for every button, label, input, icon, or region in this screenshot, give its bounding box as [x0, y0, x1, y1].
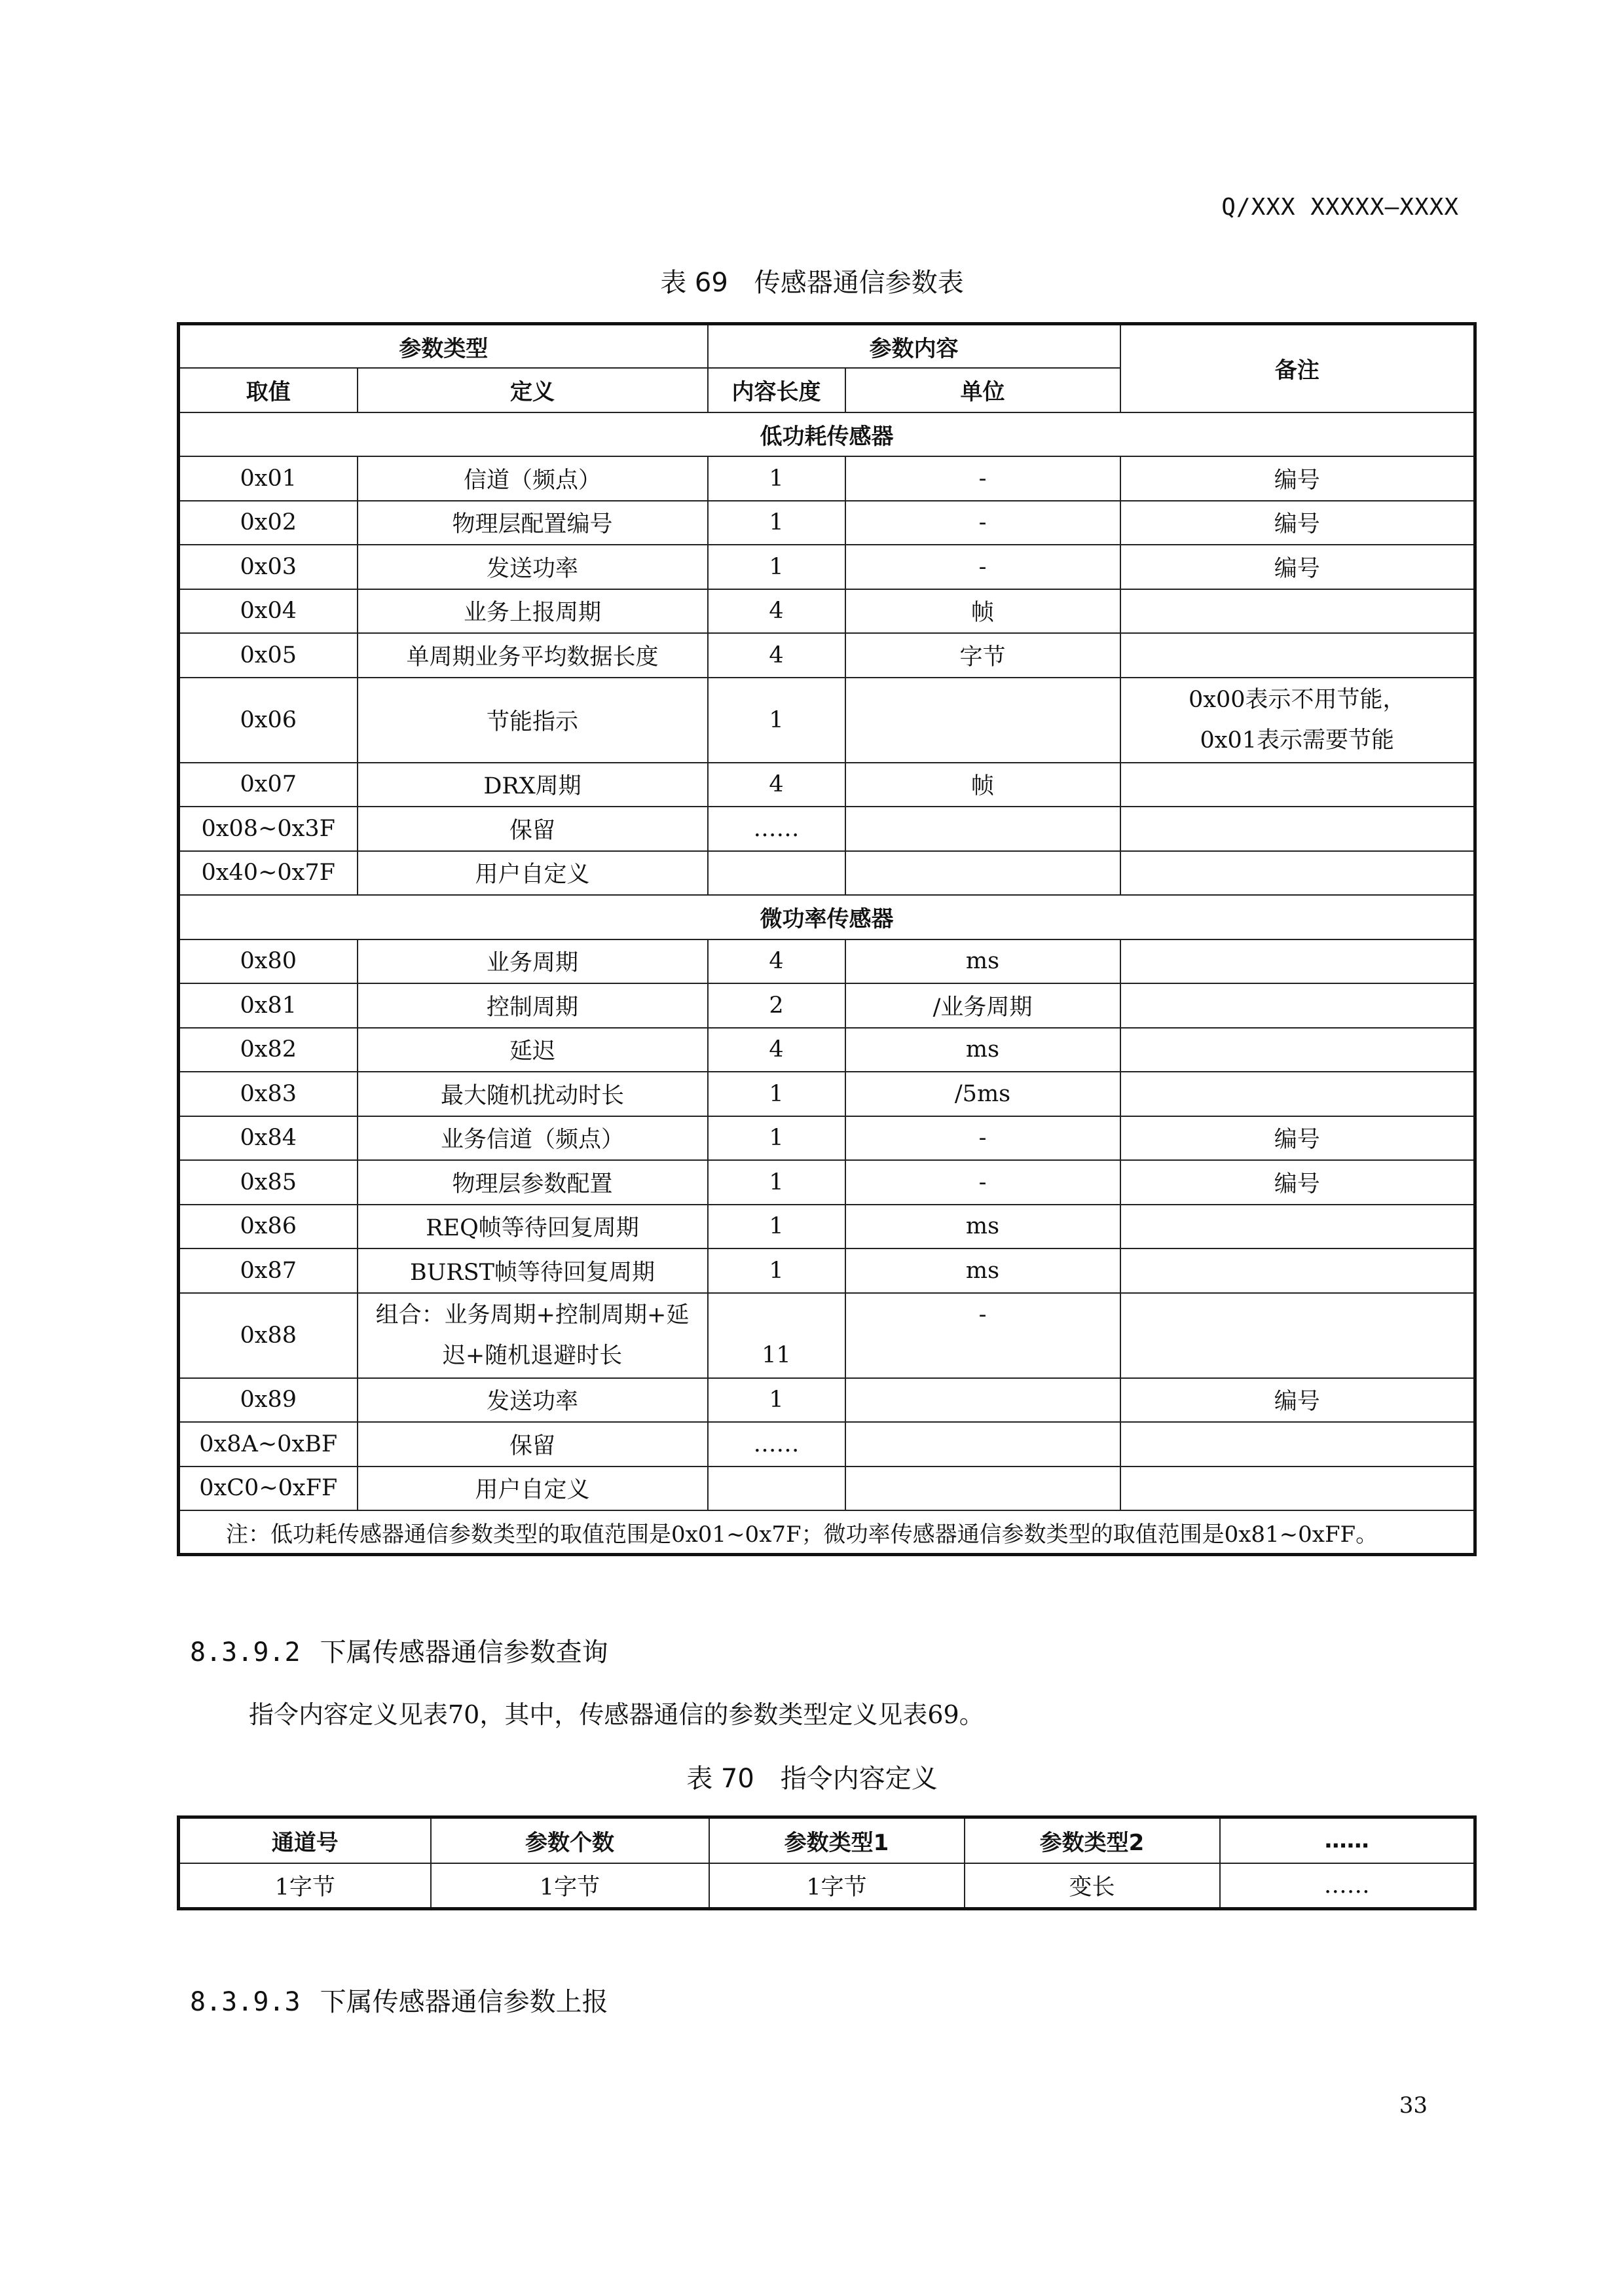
cell-unit: -: [845, 1116, 1120, 1161]
cell-length: 1: [708, 1248, 845, 1293]
cell-definition: 信道（频点）: [358, 456, 708, 501]
cell-unit: [845, 807, 1120, 851]
cell-unit: [845, 851, 1120, 896]
table-70-caption: 表 70 指令内容定义: [686, 1764, 938, 1794]
command-content-table: [177, 1815, 1477, 1910]
cell-length: 1: [708, 1116, 845, 1161]
cell-unit: ms: [845, 939, 1120, 984]
cell-unit: [845, 1422, 1120, 1467]
table-row: [179, 1378, 1475, 1423]
cell-value: 0x80: [179, 939, 358, 984]
cell-unit: 帧: [845, 763, 1120, 807]
section-heading-8-3-9-2: [190, 1631, 608, 1669]
cell-definition: DRX周期: [358, 763, 708, 807]
cell-length: [708, 1467, 845, 1511]
cell-unit: [845, 678, 1120, 763]
cell-value: 0x06: [179, 678, 358, 763]
cell-unit: [845, 1378, 1120, 1423]
header-content-length: 内容长度: [708, 368, 845, 412]
cell-length: 1: [708, 1378, 845, 1423]
section-title: 下属传感器通信参数上报: [320, 1987, 608, 2017]
cell-value: 0x83: [179, 1072, 358, 1116]
header-value: 取值: [179, 368, 358, 412]
header-param-type-2: 参数类型2: [965, 1817, 1220, 1863]
body-paragraph: 指令内容定义见表70，其中，传感器通信的参数类型定义见表69。: [249, 1700, 984, 1729]
cell-channel-no: 1字节: [179, 1863, 431, 1909]
section-title: 下属传感器通信参数查询: [320, 1637, 608, 1667]
cell-value: 0x85: [179, 1160, 358, 1205]
cell-value: 0x04: [179, 589, 358, 634]
cell-definition: 业务信道（频点）: [358, 1116, 708, 1161]
cell-remark: [1120, 1072, 1475, 1116]
cell-remark: [1120, 1467, 1475, 1511]
cell-remark: [1120, 633, 1475, 678]
cell-value: 0x40~0x7F: [179, 851, 358, 896]
cell-unit: -: [845, 501, 1120, 545]
sensor-comm-param-table: [177, 322, 1477, 1556]
cell-definition: 发送功率: [358, 1378, 708, 1423]
cell-remark: [1120, 983, 1475, 1028]
cell-value: 0x01: [179, 456, 358, 501]
remark-line: 0x01表示需要节能: [1200, 727, 1395, 754]
table-row: [179, 763, 1475, 807]
cell-value: 0x82: [179, 1028, 358, 1072]
cell-definition: REQ帧等待回复周期: [358, 1205, 708, 1249]
cell-remark: [1120, 1028, 1475, 1072]
cell-length: 1: [708, 501, 845, 545]
cell-value: 0x05: [179, 633, 358, 678]
header-channel-no: 通道号: [179, 1817, 431, 1863]
table-row: [179, 678, 1475, 763]
table-row: [179, 1293, 1475, 1378]
cell-length: 11: [708, 1293, 845, 1378]
cell-length: 1: [708, 678, 845, 763]
cell-definition: 单周期业务平均数据长度: [358, 633, 708, 678]
table-row: [179, 1248, 1475, 1293]
cell-definition: 最大随机扰动时长: [358, 1072, 708, 1116]
table-row: [179, 1205, 1475, 1249]
cell-length: 1: [708, 1205, 845, 1249]
header-remark: 备注: [1120, 324, 1475, 412]
table-row: [179, 983, 1475, 1028]
header-param-content: 参数内容: [708, 324, 1120, 369]
table-row: [179, 1116, 1475, 1161]
cell-remark: 编号: [1120, 1116, 1475, 1161]
cell-definition: 保留: [358, 807, 708, 851]
cell-length: 1: [708, 545, 845, 589]
section-number: 8.3.9.3: [190, 1987, 301, 2017]
table-row: [179, 545, 1475, 589]
cell-value: 0x89: [179, 1378, 358, 1423]
cell-unit: /业务周期: [845, 983, 1120, 1028]
cell-remark: [1120, 807, 1475, 851]
cell-remark: [1120, 763, 1475, 807]
cell-unit: /5ms: [845, 1072, 1120, 1116]
cell-ellipsis: ……: [1220, 1863, 1475, 1909]
cell-length: 4: [708, 633, 845, 678]
cell-length: 4: [708, 939, 845, 984]
section-micro-power-sensor: 微功率传感器: [179, 895, 1475, 939]
cell-definition: 业务周期: [358, 939, 708, 984]
cell-definition: [358, 1293, 708, 1378]
table-row: [179, 1467, 1475, 1511]
cell-length: 4: [708, 763, 845, 807]
table-row: [179, 456, 1475, 501]
table-row: [179, 501, 1475, 545]
cell-value: 0x8A~0xBF: [179, 1422, 358, 1467]
remark-line: 0x00表示不用节能，: [1188, 686, 1406, 713]
section-low-power-sensor: 低功耗传感器: [179, 412, 1475, 457]
cell-definition: 发送功率: [358, 545, 708, 589]
cell-unit: ms: [845, 1205, 1120, 1249]
cell-remark: [1120, 589, 1475, 634]
table-row: [179, 807, 1475, 851]
cell-length: ……: [708, 1422, 845, 1467]
table-row: [179, 1072, 1475, 1116]
section-number: 8.3.9.2: [190, 1637, 301, 1667]
cell-value: 0x81: [179, 983, 358, 1028]
cell-remark: 编号: [1120, 456, 1475, 501]
header-ellipsis: ……: [1220, 1817, 1475, 1863]
page-number: 33: [1399, 2092, 1428, 2119]
cell-value: 0x84: [179, 1116, 358, 1161]
cell-remark: [1120, 1293, 1475, 1378]
cell-unit: -: [845, 545, 1120, 589]
cell-unit: ms: [845, 1028, 1120, 1072]
cell-remark: [1120, 1205, 1475, 1249]
cell-unit: -: [845, 456, 1120, 501]
table-note: 注：低功耗传感器通信参数类型的取值范围是0x01~0x7F；微功率传感器通信参数类型的取值范围是0x81~0xFF。: [179, 1510, 1475, 1555]
cell-unit: ms: [845, 1248, 1120, 1293]
cell-remark: [1120, 851, 1475, 896]
cell-value: 0x88: [179, 1293, 358, 1378]
header-definition: 定义: [358, 368, 708, 412]
cell-unit: -: [845, 1160, 1120, 1205]
cell-param-count: 1字节: [431, 1863, 709, 1909]
table-row: [179, 633, 1475, 678]
cell-definition: 物理层参数配置: [358, 1160, 708, 1205]
cell-value: 0x87: [179, 1248, 358, 1293]
cell-remark: [1120, 1248, 1475, 1293]
cell-remark: [1120, 939, 1475, 984]
cell-length: 2: [708, 983, 845, 1028]
cell-remark: 编号: [1120, 501, 1475, 545]
table-row: [179, 589, 1475, 634]
cell-unit: 帧: [845, 589, 1120, 634]
cell-length: 4: [708, 1028, 845, 1072]
cell-length: ……: [708, 807, 845, 851]
document-code: Q/XXX XXXXX—XXXX: [1221, 194, 1459, 221]
table-row: [179, 1422, 1475, 1467]
table-row: [179, 1160, 1475, 1205]
header-param-count: 参数个数: [431, 1817, 709, 1863]
table-row: [179, 1863, 1475, 1909]
table-row: [179, 1028, 1475, 1072]
cell-value: 0x08~0x3F: [179, 807, 358, 851]
header-param-type: 参数类型: [179, 324, 708, 369]
cell-definition: 节能指示: [358, 678, 708, 763]
table-row: [179, 939, 1475, 984]
cell-definition: BURST帧等待回复周期: [358, 1248, 708, 1293]
cell-value: 0xC0~0xFF: [179, 1467, 358, 1511]
cell-param-type-1: 1字节: [709, 1863, 965, 1909]
definition-line: 迟+随机退避时长: [442, 1342, 623, 1369]
cell-definition: 用户自定义: [358, 851, 708, 896]
definition-line: 组合：业务周期+控制周期+延: [375, 1302, 690, 1328]
cell-value: 0x86: [179, 1205, 358, 1249]
cell-definition: 保留: [358, 1422, 708, 1467]
cell-remark: 编号: [1120, 1378, 1475, 1423]
cell-remark: 编号: [1120, 545, 1475, 589]
cell-length: 1: [708, 1072, 845, 1116]
cell-remark: [1120, 678, 1475, 763]
cell-length: [708, 851, 845, 896]
cell-definition: 物理层配置编号: [358, 501, 708, 545]
cell-value: 0x07: [179, 763, 358, 807]
cell-value: 0x03: [179, 545, 358, 589]
cell-param-type-2: 变长: [965, 1863, 1220, 1909]
table-69-caption: 表 69 传感器通信参数表: [660, 268, 964, 298]
cell-unit: 字节: [845, 633, 1120, 678]
header-unit: 单位: [845, 368, 1120, 412]
cell-unit: [845, 1467, 1120, 1511]
cell-remark: [1120, 1422, 1475, 1467]
cell-length: 1: [708, 456, 845, 501]
table-row: [179, 851, 1475, 896]
cell-remark: 编号: [1120, 1160, 1475, 1205]
cell-value: 0x02: [179, 501, 358, 545]
cell-length: 4: [708, 589, 845, 634]
cell-definition: 延迟: [358, 1028, 708, 1072]
cell-definition: 用户自定义: [358, 1467, 708, 1511]
header-param-type-1: 参数类型1: [709, 1817, 965, 1863]
section-heading-8-3-9-3: [190, 1981, 608, 2018]
cell-definition: 业务上报周期: [358, 589, 708, 634]
cell-definition: 控制周期: [358, 983, 708, 1028]
cell-length: 1: [708, 1160, 845, 1205]
cell-unit: -: [845, 1293, 1120, 1378]
